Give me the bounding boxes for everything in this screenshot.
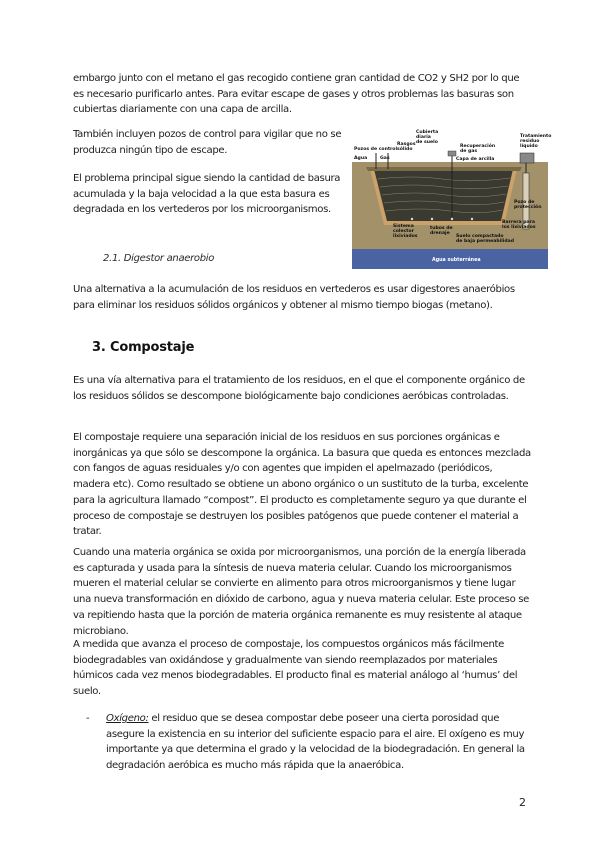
label-sistema-1: Sistema: [393, 224, 414, 229]
label-recuperacion-1: Recuperación: [460, 144, 496, 149]
landfill-diagram-svg: [352, 129, 552, 269]
subheading-anaerobic-digester: 2.1. Digestor anaerobio: [103, 253, 215, 264]
paragraph-composting-intro: Es una vía alternativa para el tratamiento de los residuos, en el que el componente orgánico de los residuos sólidos se descompone biológicamente bajo condiciones aeróbicas controladas.: [73, 375, 525, 402]
section-heading: [92, 340, 194, 355]
bullet-oxygen: [106, 711, 532, 774]
label-suelo-2: de baja permeabilidad: [456, 239, 515, 244]
waste-body: [374, 169, 513, 221]
label-agua-subterranea: Agua subterránea: [432, 258, 481, 263]
label-sistema-2: colector: [393, 229, 414, 234]
paragraph-composting-process: El compostaje requiere una separación inicial de los residuos en sus porciones orgánicas e inorgánicas ya que sólo se descompone la orgánica. La basura que queda es entonces mezclada con fangos de aguas residuales y/o con agentes que impiden el apelmazado (periódicos, madera etc). Como resultado se obtiene un abono orgánico o un sustituto de la turba, excelente para la agricultura llamado “compost”. El producto es completamente seguro ya que durante el proceso de compostaje se destruyen los posibles patógenos que puede contener el material a tratar.: [73, 432, 531, 538]
paragraph-anaerobic-alternative: Una alternativa a la acumulación de los residuos en vertederos es usar digestores anaeróbios para eliminar los residuos sólidos orgánicos y obtener al mismo tiempo biogas (metano).: [73, 284, 515, 311]
paragraph-microorganisms: Cuando una materia orgánica se oxida por microorganismos, una porción de la energía liberada es capturada y usada para la síntesis de nueva materia celular. Cuando los microorganismos mueren el material celular se convierte en alimento para otros microorganismos y tiene lugar una nueva transformación en dióxido de carbono, agua y nueva materia celular. Este proceso se va repitiendo hasta que la porción de materia orgánica remanente es muy resistente al ataque microbiano.: [73, 547, 530, 637]
label-cubierta-1: Cubierta: [416, 130, 439, 135]
landfill-diagram: [352, 129, 552, 269]
label-barrera-1: Barrera para: [502, 220, 535, 225]
label-cubierta-2: diaria: [416, 135, 431, 140]
bullet-body: el residuo que se desea compostar debe poseer una cierta porosidad que asegure la existencia en su interior del suficiente espacio para el aire. El oxígeno es muy importante ya que determina el grado y la velocidad de la biodegradación. En general la degradación aeróbica es mucho más rápida que la anaeróbica.: [106, 713, 525, 772]
label-tratamiento-1: Tratamiento: [520, 134, 552, 139]
label-barrera-2: los lixiviados: [502, 225, 536, 230]
label-cubierta-3: de suelo: [416, 140, 438, 145]
bullet-keyword: Oxígeno:: [106, 713, 149, 724]
label-pozos: Pozos de control: [354, 147, 398, 152]
label-gas: Gas: [380, 156, 390, 161]
paragraph-landfill-gas: embargo junto con el metano el gas recogido contiene gran cantidad de CO2 y SH2 por lo que es necesario purificarlo antes. Para evitar escape de gases y otros problemas las basuras son cubiertas diariamente con una capa de arcilla.: [73, 73, 520, 116]
label-tratamiento-3: líquido: [520, 144, 538, 149]
label-tubos-1: tubos de: [430, 226, 453, 231]
label-agua: Agua: [354, 156, 368, 161]
label-rasgos-1: Rasgos: [397, 142, 416, 147]
label-pozo-proteccion-1: Pozo de: [514, 200, 535, 205]
paragraph-main-problem: El problema principal sigue siendo la cantidad de basura acumulada y la baja velocidad a la que esta basura es degradada en los vertederos por los microorganismos.: [73, 173, 341, 216]
label-tubos-2: drenaje: [430, 231, 450, 236]
label-recuperacion-2: de gas: [460, 149, 478, 154]
section-title: Compostaje: [110, 340, 195, 355]
label-pozo-proteccion-2: protección: [514, 205, 542, 210]
label-sistema-3: lixiviados: [393, 234, 418, 239]
section-number: 3.: [92, 340, 106, 355]
label-capa: Capa de arcilla: [456, 157, 495, 162]
paragraph-control-wells: También incluyen pozos de control para vigilar que no se produzca ningún tipo de escape.: [73, 129, 342, 156]
label-rasgos-2: sólido: [397, 147, 413, 152]
label-tratamiento-2: residuo: [520, 139, 540, 144]
paragraph-humus: A medida que avanza el proceso de compostaje, los compuestos orgánicos más fácilmente biodegradables van oxidándose y gradualmente van siendo reemplazados por materiales húmicos cada vez menos biodegradables. El producto final es material análogo al ‘humus’ del suelo.: [73, 639, 518, 698]
label-suelo-1: Suelo compactado: [456, 234, 504, 239]
page-number: 2: [519, 796, 526, 809]
bullet-marker: -: [86, 713, 90, 724]
